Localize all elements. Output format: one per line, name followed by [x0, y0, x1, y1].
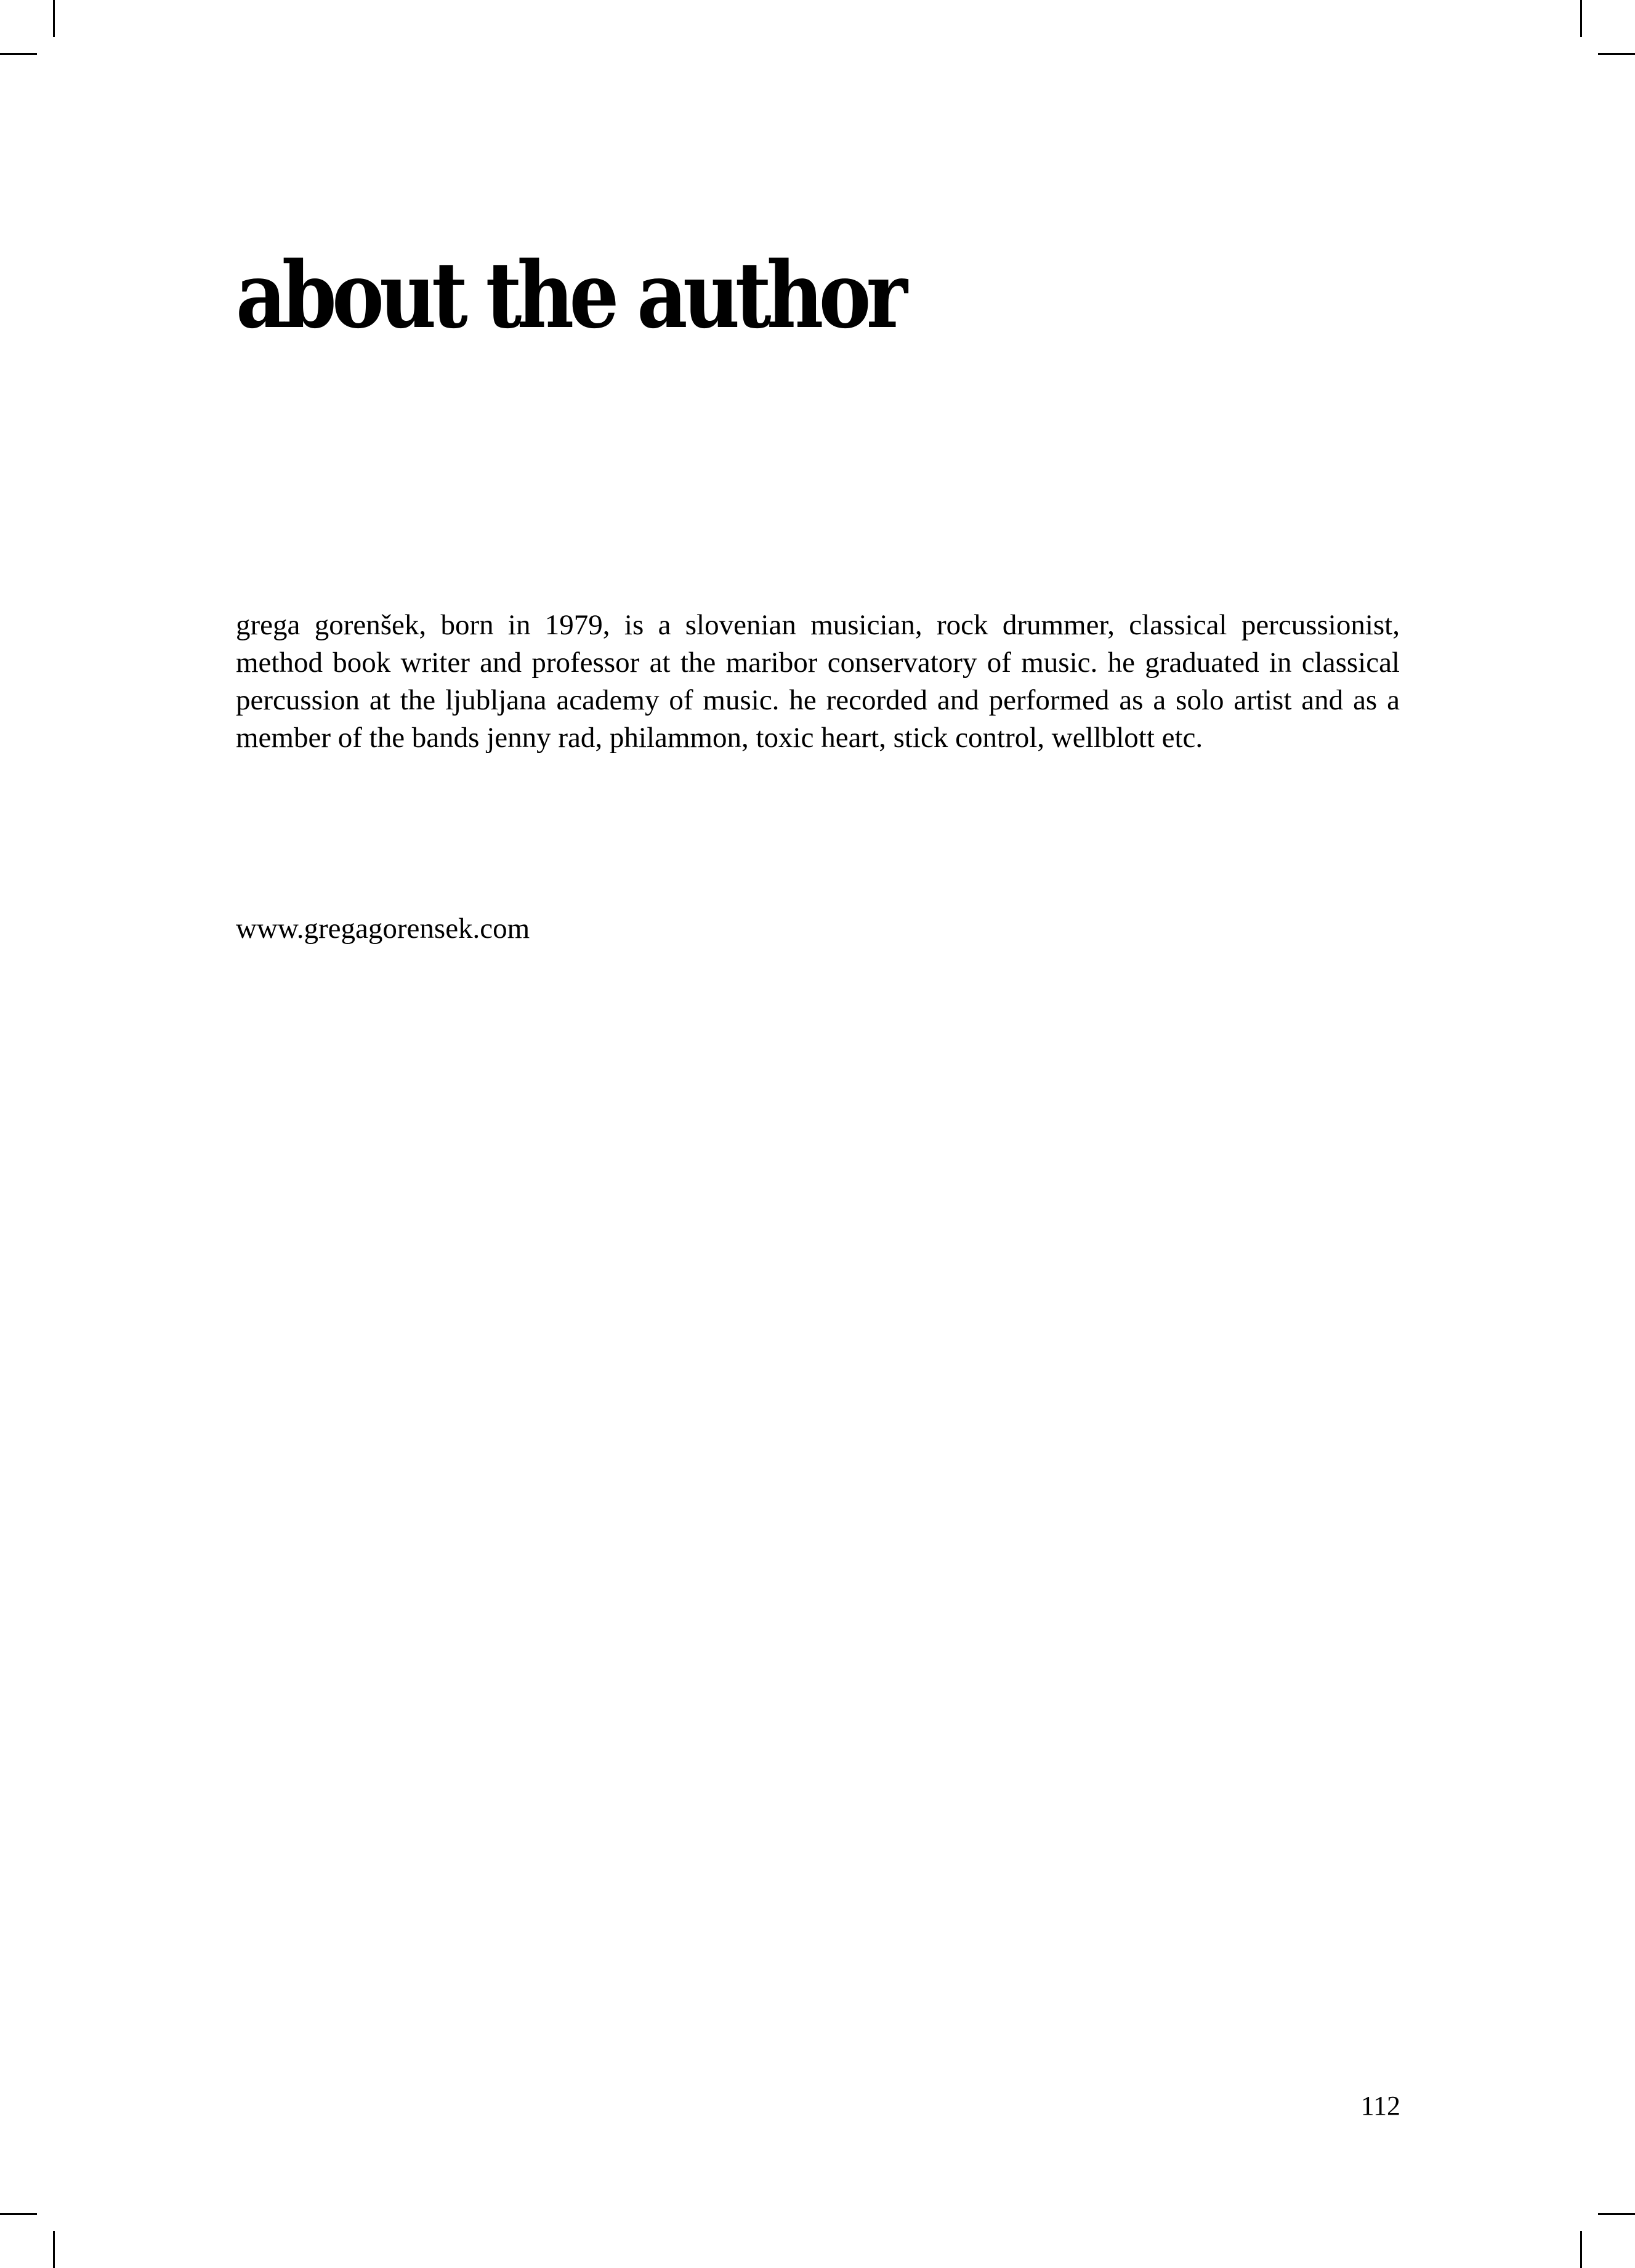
crop-mark-bottom-left-horizontal	[0, 2213, 37, 2215]
crop-mark-top-right-horizontal	[1598, 53, 1635, 55]
crop-mark-top-left-horizontal	[0, 53, 37, 55]
crop-mark-bottom-right-vertical	[1580, 2231, 1582, 2268]
author-bio: grega gorenšek, born in 1979, is a slovenian musician, rock drummer, classical percussionist, method book writer and professor at the maribor conservatory of music. he graduated in classical percussion at the ljubljana academy of music. he recorded and performed as a solo artist and as a member of the bands jenny rad, philammon, toxic heart, stick control, wellblott etc.	[236, 609, 1400, 754]
page-title: about the author	[236, 241, 903, 349]
page-number: 112	[1360, 2091, 1400, 2121]
crop-mark-bottom-right-horizontal	[1598, 2213, 1635, 2215]
crop-mark-top-right-vertical	[1580, 0, 1582, 37]
crop-mark-top-left-vertical	[53, 0, 55, 37]
crop-mark-bottom-left-vertical	[53, 2231, 55, 2268]
author-website: www.gregagorensek.com	[236, 913, 530, 945]
